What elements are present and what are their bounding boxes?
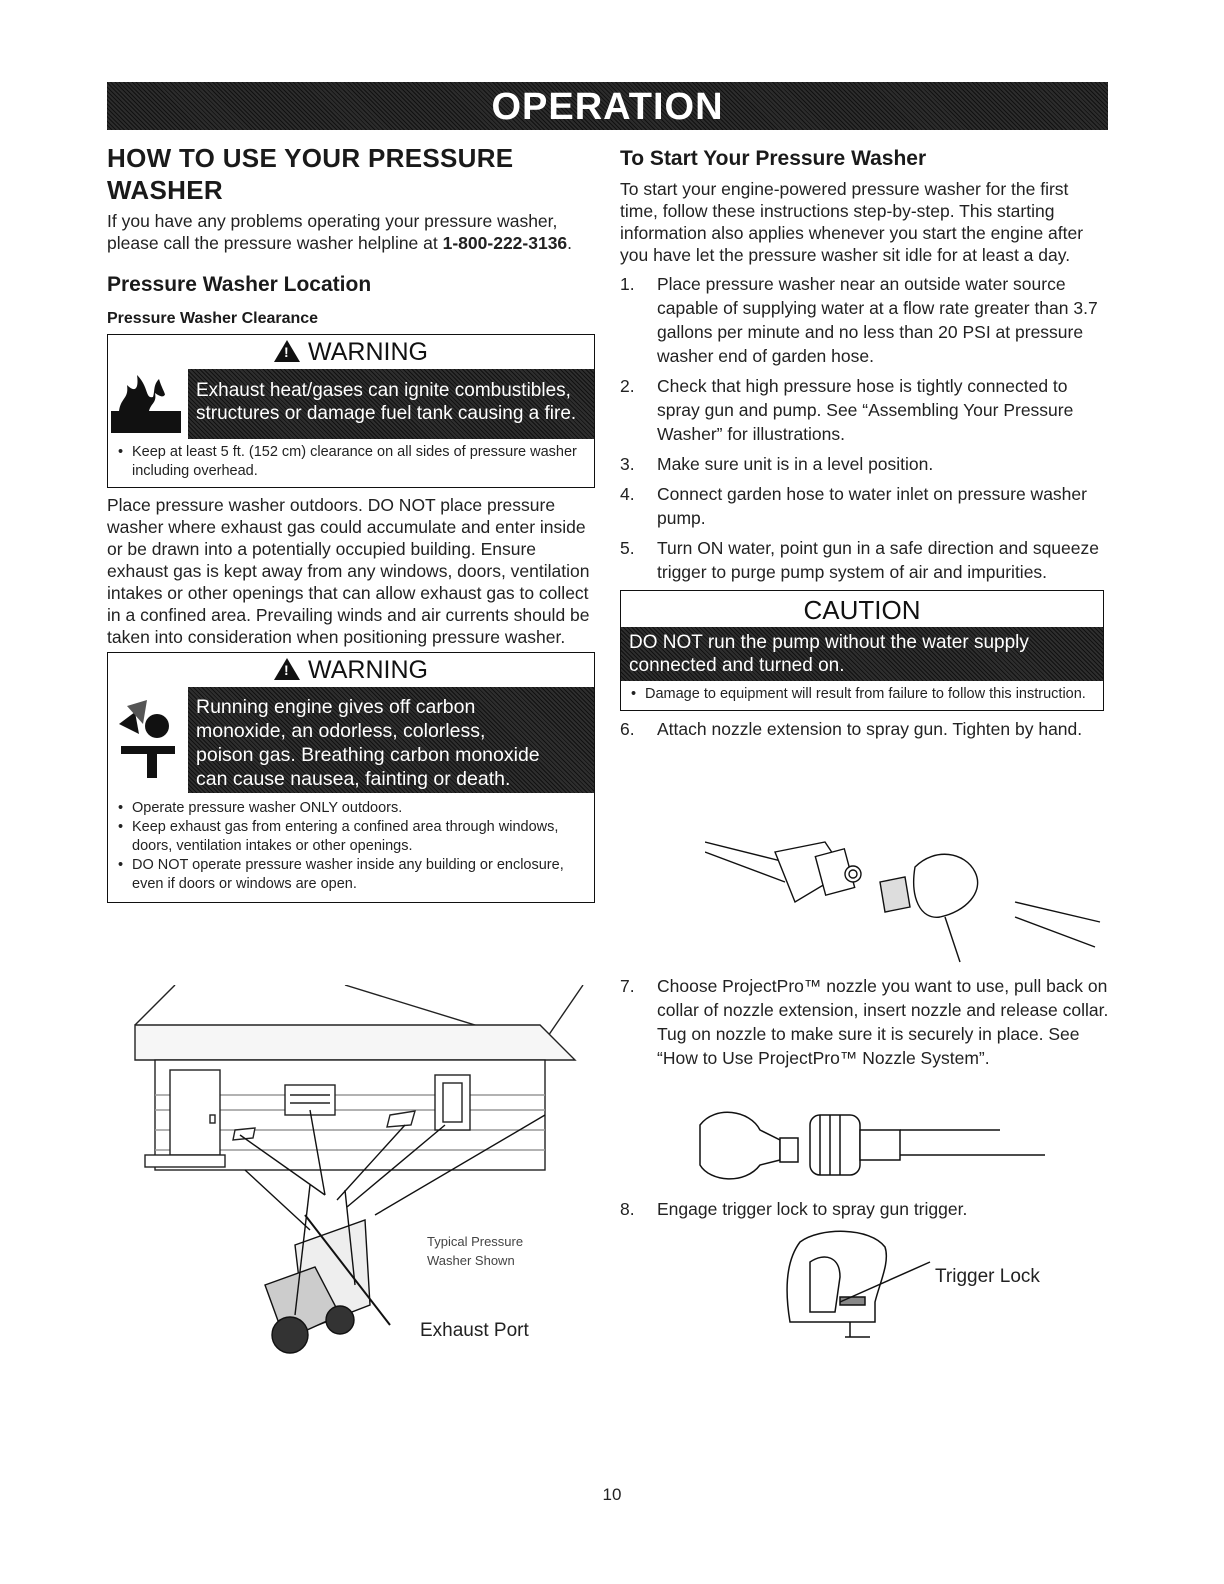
step-text: Check that high pressure hose is tightly connected to spray gun and pump. See “Assembling Your Pressure Washer” for illustrations.	[657, 376, 1074, 444]
alert-triangle-icon	[274, 340, 300, 362]
right-column	[620, 146, 1110, 747]
step-item	[620, 482, 1110, 530]
step-text: Make sure unit is in a level position.	[657, 454, 934, 474]
trigger-steps	[620, 1197, 1110, 1221]
nozzle-extension-illustration	[705, 822, 1105, 972]
step-item	[620, 717, 1110, 741]
bullet-item: • Keep at least 5 ft. (152 cm) clearance on all sides of pressure washer including overhead.	[118, 443, 584, 481]
location-heading: Pressure Washer Location	[107, 273, 372, 296]
helpline-phone: 1-800-222-3136	[442, 233, 568, 253]
fire-hazard-text: Exhaust heat/gases can ignite combustibles, structures or damage fuel tank causing a fire.	[188, 369, 594, 439]
section-banner	[107, 82, 1108, 130]
trigger-lock-label: Trigger Lock	[935, 1266, 1040, 1287]
helpline-paragraph	[107, 210, 577, 254]
fire-icon	[108, 369, 188, 439]
co-hazard-text: Running engine gives off carbon monoxide, an odorless, colorless, poison gas. Breathing carbon monoxide can cause nausea, fainting or death.	[188, 687, 594, 793]
start-heading: To Start Your Pressure Washer	[620, 147, 927, 170]
step-number: 5.	[620, 538, 635, 558]
exhaust-port-label: Exhaust Port	[420, 1320, 529, 1341]
placement-paragraph: Place pressure washer outdoors. DO NOT place pressure washer where exhaust gas could accumulate and enter inside or be drawn into a potentially occupied building. Ensure exhaust gas is kept away from any windows, doors, ventilation intakes or other openings that can allow exhaust gas to collect in a confined area. Prevailing winds and air currents should be taken into consideration when positioning pressure washer.	[107, 495, 590, 647]
step-item	[620, 974, 1110, 1070]
nozzle-steps	[620, 974, 1110, 1070]
step-text: Place pressure washer near an outside water source capable of supplying water at a flow rate greater than 3.7 gallons per minute and no less than 20 PSI at pressure washer end of garden hose.	[657, 274, 1098, 366]
trigger-lock-illustration	[780, 1222, 940, 1347]
step-item	[620, 272, 1110, 368]
helpline-text: If you have any problems operating your pressure washer, please call the pressure washer helpline at	[107, 211, 558, 253]
left-column	[107, 142, 597, 903]
clearance-heading: Pressure Washer Clearance	[107, 310, 319, 327]
warning-header	[108, 335, 594, 369]
co-warning-bullets	[108, 793, 594, 902]
page-number: 10	[602, 1485, 622, 1504]
warning-header	[108, 653, 594, 687]
warning-label: WARNING	[308, 656, 428, 684]
helpline-end: .	[567, 233, 573, 253]
co-hazard-row	[108, 687, 594, 793]
step-number: 3.	[620, 454, 635, 474]
fire-warning-bullets	[108, 439, 594, 487]
caution-label: CAUTION	[803, 595, 921, 625]
bullet-item: • Damage to equipment will result from failure to follow this instruction.	[631, 685, 1093, 704]
caution-header	[621, 591, 1103, 627]
poison-gas-icon	[108, 687, 188, 791]
step-item	[620, 452, 1110, 476]
step-number: 2.	[620, 376, 635, 396]
attach-steps	[620, 717, 1110, 741]
alert-triangle-icon	[274, 658, 300, 680]
step-text: Turn ON water, point gun in a safe direction and squeeze trigger to purge pump system of air and impurities.	[657, 538, 1099, 582]
step-item	[620, 1197, 1110, 1221]
house-illustration	[115, 985, 595, 1365]
section-heading: HOW TO USE YOUR PRESSURE WASHER	[107, 143, 514, 205]
step-item	[620, 374, 1110, 446]
figure-caption: Typical Pressure Washer Shown	[427, 1234, 524, 1268]
bullet-item: • Operate pressure washer ONLY outdoors.	[118, 799, 584, 818]
caution-bullets	[621, 681, 1103, 710]
step-item	[620, 536, 1110, 584]
step-text: Choose ProjectPro™ nozzle you want to use, pull back on collar of nozzle extension, insert nozzle and release collar. Tug on nozzle to make sure it is securely in place. See “How to Use ProjectPro™ Nozzle System”.	[657, 976, 1109, 1068]
bullet-item: • DO NOT operate pressure washer inside any building or enclosure, even if doors or windows are open.	[118, 856, 584, 894]
step7-block	[620, 974, 1110, 1076]
caution-hazard-text: DO NOT run the pump without the water supply connected and turned on.	[621, 627, 1103, 681]
co-warning-box	[107, 652, 595, 903]
step-text: Engage trigger lock to spray gun trigger.	[657, 1199, 968, 1219]
step-number: 1.	[620, 274, 635, 294]
caution-box	[620, 590, 1104, 711]
step-text: Connect garden hose to water inlet on pressure washer pump.	[657, 484, 1087, 528]
warning-label: WARNING	[308, 338, 428, 366]
banner-title: OPERATION	[491, 86, 724, 128]
fire-warning-box	[107, 334, 595, 488]
step-number: 4.	[620, 484, 635, 504]
caution-hazard-row	[621, 627, 1103, 681]
step-number: 8.	[620, 1199, 635, 1219]
fire-hazard-row	[108, 369, 594, 439]
step-number: 7.	[620, 976, 635, 996]
start-intro: To start your engine-powered pressure washer for the first time, follow these instructions step-by-step. This starting information also applies whenever you start the engine after you have let the pressure washer sit idle for at least a day.	[620, 179, 1084, 265]
bullet-item: • Keep exhaust gas from entering a confined area through windows, doors, ventilation intakes or other openings.	[118, 818, 584, 856]
step-number: 6.	[620, 719, 635, 739]
step-text: Attach nozzle extension to spray gun. Tighten by hand.	[657, 719, 1083, 739]
start-steps	[620, 272, 1110, 584]
nozzle-illustration	[690, 1100, 1050, 1190]
